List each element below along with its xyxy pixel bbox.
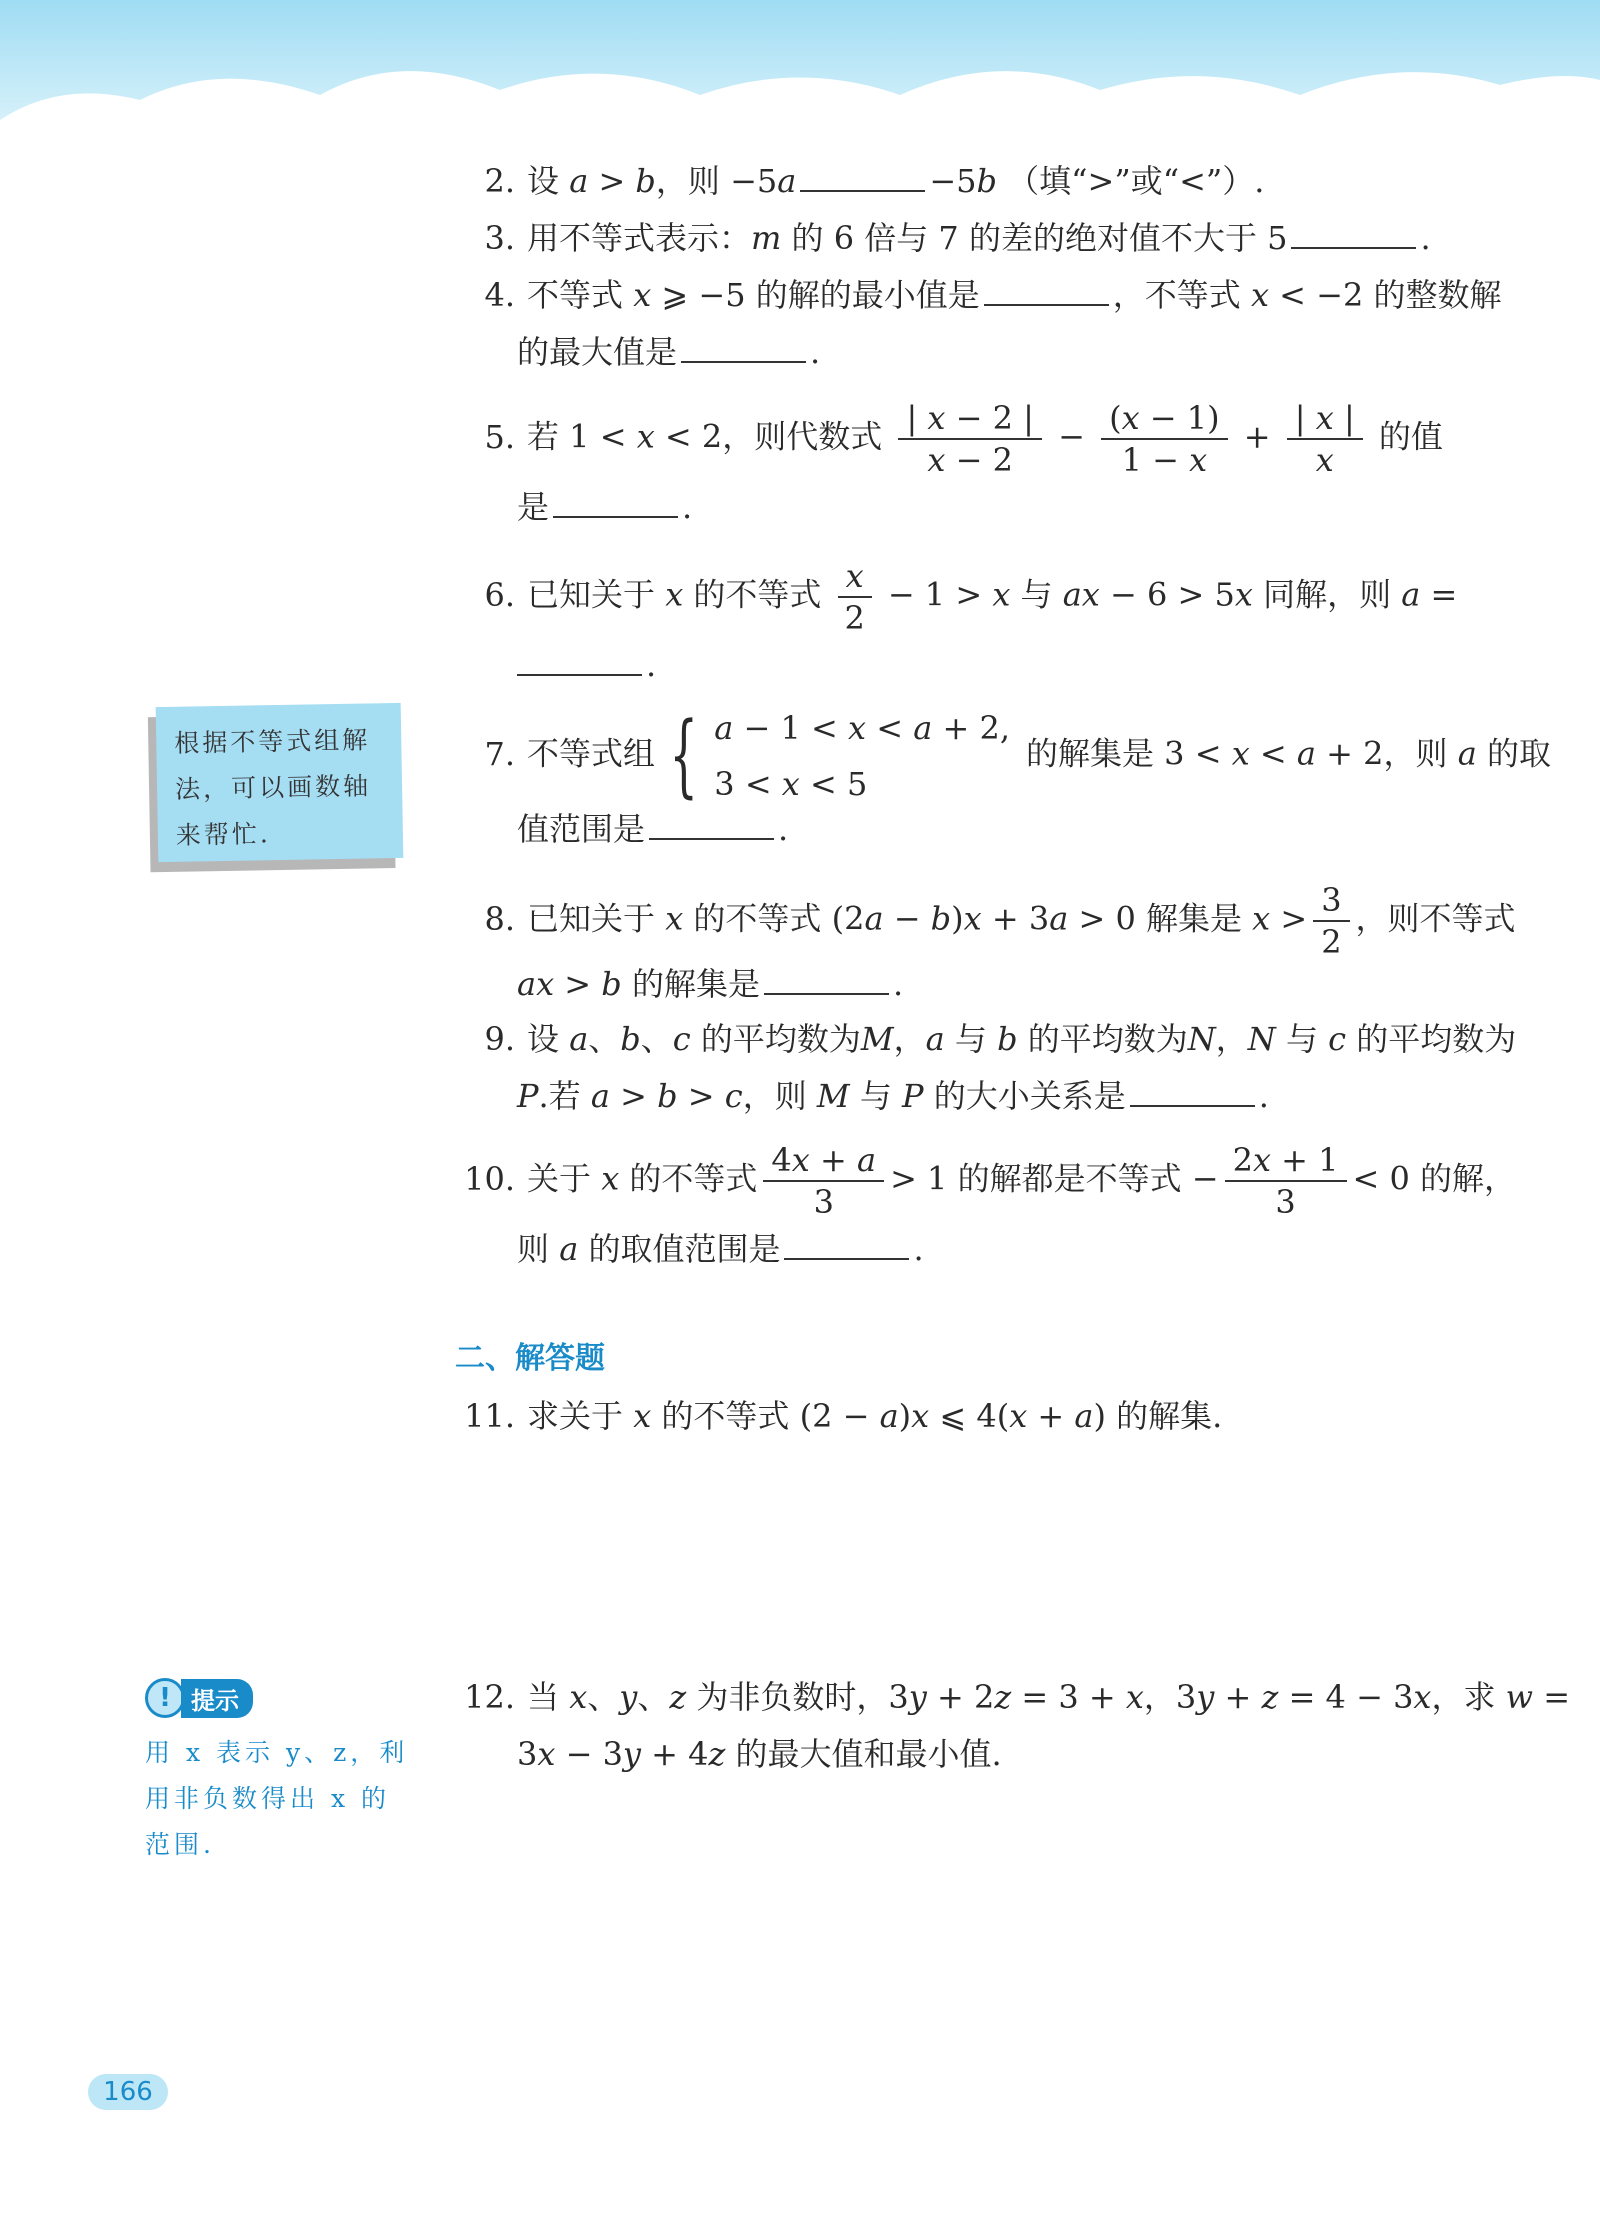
question-text: 不等式组 <box>527 734 656 773</box>
question-number: 4. <box>484 276 515 314</box>
question-number: 6. <box>484 575 515 614</box>
question-text: （填“>”或“<”）. <box>1007 162 1265 200</box>
section-title: 二、解答题 <box>455 1341 605 1376</box>
answer-blank[interactable] <box>764 987 889 995</box>
question-text: 则 <box>517 1230 550 1268</box>
question-text: 的取 <box>1486 734 1551 773</box>
question-text: 用不等式表示： <box>527 219 752 257</box>
inequality-system: a − 1 < x < a + 2, 3 < x < 5 <box>714 709 1010 803</box>
question-text: 同解，则 <box>1263 575 1392 614</box>
answer-blank[interactable] <box>517 668 642 676</box>
question-number: 11. <box>464 1397 515 1435</box>
question-8-continued: ax > b 的解集是 . <box>517 965 904 1003</box>
question-3: 3. 用不等式表示：m 的 6 倍与 7 的差的绝对值不大于 5 . <box>455 209 1465 267</box>
question-text: 解集是 <box>1145 899 1242 938</box>
question-text: 已知关于 <box>527 899 656 938</box>
question-text: 的大小关系是 <box>933 1077 1126 1115</box>
question-12: 12. 当 x、y、z 为非负数时，3y + 2z = 3 + x，3y + z = 4 − 3x，求 w = <box>455 1668 1465 1726</box>
question-number: 10. <box>464 1159 515 1198</box>
hint-label: 提示 <box>181 1679 253 1718</box>
brace-symbol: { <box>669 703 698 808</box>
question-text: 与 <box>954 1020 987 1058</box>
question-number: 12. <box>464 1678 515 1716</box>
question-text: 是 <box>517 488 550 526</box>
question-text: 已知关于 <box>527 575 656 614</box>
question-text: 的取值范围是 <box>588 1230 781 1268</box>
question-text: 值范围是 <box>517 810 646 848</box>
question-number: 5. <box>484 417 515 456</box>
fraction: $\frac{2x + 1}{3}$ <box>1225 1140 1347 1222</box>
question-9: 9. 设 a、b、c 的平均数为M，a 与 b 的平均数为N，N 与 c 的平均数为 <box>455 1010 1465 1068</box>
hint-badge <box>145 1678 253 1718</box>
question-8: 8. 已知关于 x 的不等式 (2a − b)x + 3a > 0 解集是 x > $\frac{3}{2}$ ，则不等式 <box>455 880 1465 962</box>
question-5: 5. 若 1 < x < 2，则代数式 $\frac{| x - 2 |}{x - 2}$ − $\frac{(x - 1)}{1 - x}$ + $\frac{| x |}{x}$ 的值 <box>455 398 1465 480</box>
question-text: 与 <box>859 1077 892 1115</box>
answer-blank[interactable] <box>649 832 774 840</box>
question-12-continued: 3x − 3y + 4z 的最大值和最小值. <box>517 1735 1002 1773</box>
question-text: 的不等式 (2 <box>693 899 865 938</box>
question-text: 设 <box>527 162 560 200</box>
question-text: 的不等式 <box>629 1159 758 1198</box>
question-text: ，不等式 <box>1112 276 1241 314</box>
question-text: ，则 <box>655 162 720 200</box>
question-text: 的平均数为 <box>1356 1020 1517 1058</box>
fraction: $\frac{x}{2}$ <box>838 556 872 638</box>
fraction: $\frac{3}{2}$ <box>1313 880 1349 962</box>
question-text: ，3 <box>1143 1678 1197 1716</box>
answer-blank[interactable] <box>1130 1099 1255 1107</box>
question-text: < 2，则代数式 <box>664 417 883 456</box>
side-note: 根据不等式组解法，可以画数轴来帮忙. <box>156 703 404 862</box>
question-text: < 0 的解， <box>1352 1159 1517 1198</box>
question-4-continued: 的最大值是 . <box>517 333 821 371</box>
question-5-continued: 是 . <box>517 488 693 526</box>
question-4: 4. 不等式 x ⩾ −5 的解的最小值是 ，不等式 x < −2 的整数解 <box>455 266 1465 324</box>
question-text: 的 6 倍与 7 的差的绝对值不大于 5 <box>791 219 1288 257</box>
question-number: 7. <box>484 734 515 773</box>
answer-blank[interactable] <box>784 1252 909 1260</box>
question-text: ，则不等式 <box>1355 899 1516 938</box>
question-text: ，则 <box>742 1077 807 1115</box>
question-text: 若 1 < <box>527 417 627 456</box>
question-text: 的解集. <box>1116 1397 1223 1435</box>
question-text: 的解集是 <box>631 965 760 1003</box>
question-2: 2. 设 a > b，则 −5a −5b （填“>”或“<”）. <box>455 152 1465 210</box>
question-10: 10. 关于 x 的不等式 $\frac{4x + a}{3}$ > 1 的解都是不等式 − $\frac{2x + 1}{3}$ < 0 的解， <box>455 1140 1465 1222</box>
question-number: 8. <box>484 899 515 938</box>
answer-blank[interactable] <box>800 184 925 192</box>
question-text: 的不等式 <box>693 575 822 614</box>
question-text: 的解的最小值是 <box>755 276 980 314</box>
exclamation-icon: ! <box>145 1678 185 1718</box>
question-6: 6. 已知关于 x 的不等式 $\frac{x}{2}$ − 1 > x 与 ax − 6 > 5x 同解，则 a = <box>455 556 1465 638</box>
question-10-continued: 则 a 的取值范围是 . <box>517 1230 924 1268</box>
question-text: 与 <box>1285 1020 1318 1058</box>
page-number: 166 <box>88 2074 168 2110</box>
question-11: 11. 求关于 x 的不等式 (2 − a)x ⩽ 4(x + a) 的解集. <box>455 1387 1465 1445</box>
fraction: $\frac{4x + a}{3}$ <box>763 1140 884 1222</box>
question-text: 为非负数时，3 <box>696 1678 909 1716</box>
answer-blank[interactable] <box>1291 241 1416 249</box>
hint-text: 用 x 表示 y、z，利用非负数得出 x 的范围. <box>145 1738 409 1859</box>
answer-blank[interactable] <box>681 355 806 363</box>
question-text: 的解集是 3 < <box>1026 734 1222 773</box>
question-7-continued: 值范围是 . <box>517 810 789 848</box>
question-number: 3. <box>484 219 515 257</box>
question-text: 设 <box>527 1020 560 1058</box>
question-text: > 1 的解都是不等式 − <box>890 1159 1219 1198</box>
question-number: 2. <box>484 162 515 200</box>
answer-blank[interactable] <box>984 298 1109 306</box>
question-text: 求关于 <box>527 1397 624 1435</box>
question-text: 的值 <box>1378 417 1443 456</box>
question-text: 的不等式 (2 − <box>661 1397 870 1435</box>
question-7: 7. 不等式组 { a − 1 < x < a + 2, 3 < x < 5 的解集是 3 < x < a + 2，则 a 的取 <box>455 700 1465 812</box>
question-text: ，求 <box>1431 1678 1496 1716</box>
question-text: 当 <box>527 1678 560 1716</box>
question-text: 的平均数为 <box>700 1020 861 1058</box>
question-text: 不等式 <box>527 276 624 314</box>
question-9-continued: P.若 a > b > c，则 M 与 P 的大小关系是 . <box>517 1077 1269 1115</box>
fraction: $\frac{(x - 1)}{1 - x}$ <box>1101 398 1228 480</box>
question-text: 的最大值和最小值. <box>735 1735 1002 1773</box>
question-text: 的最大值是 <box>517 333 678 371</box>
question-text: 与 <box>1020 575 1053 614</box>
answer-blank[interactable] <box>553 510 678 518</box>
question-6-continued: . <box>517 636 656 694</box>
question-number: 9. <box>484 1020 515 1058</box>
question-text: 的整数解 <box>1373 276 1502 314</box>
question-text: 关于 <box>527 1159 592 1198</box>
fraction: $\frac{| x - 2 |}{x - 2}$ <box>898 398 1041 480</box>
question-text: .若 <box>538 1077 581 1115</box>
question-text: 的平均数为 <box>1027 1020 1188 1058</box>
fraction: $\frac{| x |}{x}$ <box>1287 398 1363 480</box>
